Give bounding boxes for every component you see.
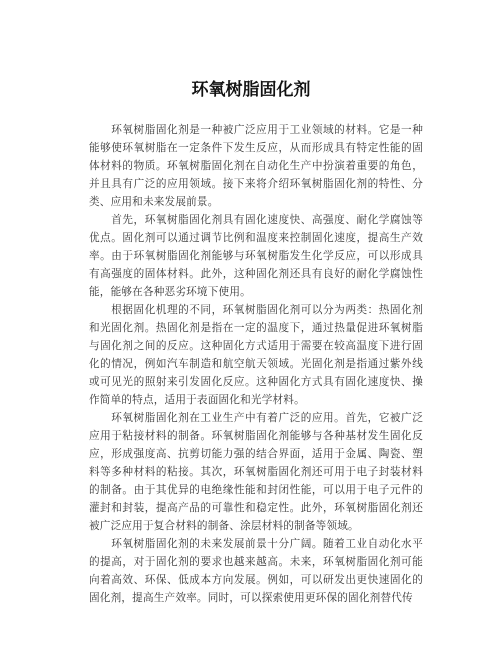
paragraph-1: 环氧树脂固化剂是一种被广泛应用于工业领域的材料。它是一种能够使环氧树脂在一定条件下发生反应，从而形成具有特定性能的固体材料的物质。环氧树脂固化剂在自动化生产中扮演着重要的角色，并且具有广泛的应用领域。接下来将介绍环氧树脂固化剂的特性、分类、应用和未来发展前景。 [89,124,423,208]
paragraph-2: 首先，环氧树脂固化剂具有固化速度快、高强度、耐化学腐蚀等优点。固化剂可以通过调节比例和温度来控制固化速度，提高生产效率。由于环氧树脂固化剂能够与环氧树脂发生化学反应，可以形成具有高强度的固体材料。此外，这种固化剂还具有良好的耐化学腐蚀性能，能够在各种恶劣环境下使用。 [89,214,423,298]
document-title: 环氧树脂固化剂 [191,80,311,100]
document-body [89,121,423,607]
paragraph-5: 环氧树脂固化剂的未来发展前景十分广阔。随着工业自动化水平的提高，对于固化剂的要求也越来越高。未来，环氧树脂固化剂可能向着高效、环保、低成本方向发展。例如，可以研发出更快速固化的固化剂，提高生产效率。同时，可以探索使用更环保的固化剂替代传 [89,538,423,604]
paragraph-4: 环氧树脂固化剂在工业生产中有着广泛的应用。首先，它被广泛应用于粘接材料的制备。环氧树脂固化剂能够与各种基材发生固化反应，形成强度高、抗剪切能力强的结合界面，适用于金属、陶瓷、塑料等多种材料的粘接。其次，环氧树脂固化剂还可用于电子封装材料的制备。由于其优异的电绝缘性能和封闭性能，可以用于电子元件的灌封和封装，提高产品的可靠性和稳定性。此外，环氧树脂固化剂还被广泛应用于复合材料的制备、涂层材料的制备等领域。 [89,412,423,532]
paragraph-3: 根据固化机理的不同，环氧树脂固化剂可以分为两类：热固化剂和光固化剂。热固化剂是指在一定的温度下，通过热量促进环氧树脂与固化剂之间的反应。这种固化方式适用于需要在较高温度下进行固化的情况，例如汽车制造和航空航天领域。光固化剂是指通过紫外线或可见光的照射来引发固化反应。这种固化方式具有固化速度快、操作简单的特点，适用于表面固化和光学材料。 [89,304,423,406]
